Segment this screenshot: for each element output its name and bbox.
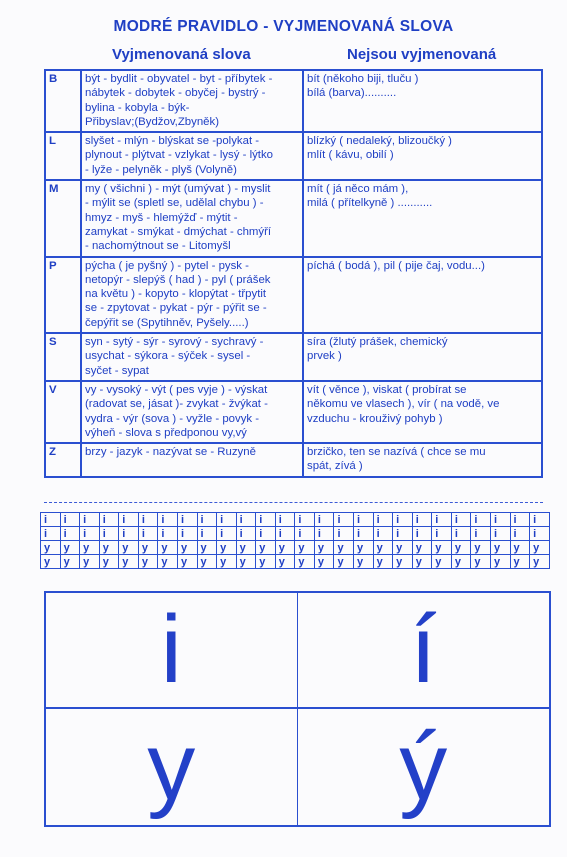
grid-cell: y bbox=[295, 541, 315, 555]
grid-cell: i bbox=[314, 527, 334, 541]
table-row bbox=[45, 257, 542, 333]
text-line: bylina - kobyla - býk- bbox=[85, 101, 190, 114]
grid-cell: y bbox=[295, 555, 315, 569]
grid-cell: y bbox=[510, 555, 530, 569]
text-line: bílá (barva).......... bbox=[307, 87, 397, 100]
grid-cell: y bbox=[451, 541, 471, 555]
vyjmenovana-cell bbox=[81, 257, 303, 333]
grid-cell: i bbox=[138, 527, 158, 541]
header-nejsou: Nejsou vyjmenovaná bbox=[347, 46, 497, 63]
table-row bbox=[45, 70, 542, 132]
grid-cell: y bbox=[41, 541, 61, 555]
grid-cell: y bbox=[471, 541, 491, 555]
vyjmenovana-cell bbox=[81, 443, 303, 477]
grid-cell: y bbox=[60, 541, 80, 555]
grid-cell: i bbox=[99, 513, 119, 527]
grid-row bbox=[41, 513, 550, 527]
letter-cell: i bbox=[46, 593, 298, 709]
vyjmenovana-cell bbox=[81, 381, 303, 443]
page-title: MODRÉ PRAVIDLO - VYJMENOVANÁ SLOVA bbox=[113, 18, 454, 35]
letter-cell: y bbox=[46, 709, 298, 825]
grid-row bbox=[41, 555, 550, 569]
table-row bbox=[45, 333, 542, 381]
grid-cell: y bbox=[432, 555, 452, 569]
grid-cell: i bbox=[256, 513, 276, 527]
text-line: nábytek - dobytek - obyčej - bystrý - bbox=[85, 87, 266, 100]
grid-cell: i bbox=[432, 527, 452, 541]
grid-cell: i bbox=[490, 513, 510, 527]
grid-cell: i bbox=[158, 513, 178, 527]
grid-cell: i bbox=[393, 527, 413, 541]
grid-cell: y bbox=[158, 555, 178, 569]
grid-cell: y bbox=[451, 555, 471, 569]
grid-cell: y bbox=[334, 541, 354, 555]
grid-cell: i bbox=[217, 513, 237, 527]
text-line: - lyže - pelyněk - plyš (Volyně) bbox=[85, 163, 237, 176]
row-letter: V bbox=[45, 381, 81, 443]
nejsou-cell bbox=[303, 257, 542, 333]
grid-cell: i bbox=[119, 513, 139, 527]
grid-cell: y bbox=[275, 541, 295, 555]
text-line: píchá ( bodá ), pil ( pije čaj, vodu...) bbox=[307, 259, 485, 272]
grid-cell: y bbox=[412, 541, 432, 555]
text-line: síra (žlutý prášek, chemický bbox=[307, 336, 448, 349]
grid-cell: y bbox=[236, 541, 256, 555]
grid-cell: i bbox=[295, 513, 315, 527]
grid-cell: y bbox=[41, 555, 61, 569]
text-line: zamykat - smýkat - dmýchat - chmýří bbox=[85, 225, 272, 238]
vyjmenovana-cell bbox=[81, 132, 303, 180]
grid-cell: y bbox=[530, 555, 550, 569]
grid-cell: y bbox=[354, 541, 374, 555]
grid-cell: y bbox=[354, 555, 374, 569]
grid-cell: y bbox=[197, 555, 217, 569]
text-line: vzduchu - krouživý pohyb ) bbox=[307, 412, 443, 425]
table-row bbox=[45, 381, 542, 443]
grid-cell: i bbox=[373, 513, 393, 527]
grid-cell: y bbox=[373, 555, 393, 569]
grid-cell: y bbox=[177, 555, 197, 569]
grid-cell: y bbox=[119, 541, 139, 555]
grid-cell: y bbox=[158, 541, 178, 555]
grid-cell: i bbox=[354, 513, 374, 527]
grid-cell: y bbox=[412, 555, 432, 569]
nejsou-cell bbox=[303, 443, 542, 477]
text-line: čepýřit se (Spytihněv, Pyšely.....) bbox=[85, 316, 249, 329]
grid-cell: i bbox=[334, 513, 354, 527]
grid-cell: i bbox=[334, 527, 354, 541]
text-line: být - bydlit - obyvatel - byt - příbytek - bbox=[85, 73, 273, 85]
grid-cell: i bbox=[432, 513, 452, 527]
text-line: pýcha ( je pyšný ) - pytel - pysk - bbox=[85, 259, 249, 272]
grid-cell: i bbox=[295, 527, 315, 541]
grid-cell: y bbox=[314, 555, 334, 569]
grid-cell: y bbox=[177, 541, 197, 555]
table-row bbox=[45, 180, 542, 256]
nejsou-cell bbox=[303, 381, 542, 443]
text-line: syn - sytý - sýr - syrový - sychravý - bbox=[85, 336, 264, 349]
row-letter: Z bbox=[45, 443, 81, 477]
text-line: usychat - sýkora - sýček - sysel - bbox=[85, 350, 251, 363]
text-line: slyšet - mlýn - blýskat se -polykat - bbox=[85, 135, 260, 148]
text-line: vydra - výr (sova ) - vyžle - povyk - bbox=[85, 412, 260, 425]
text-line: výheň - slova s předponou vy,vý bbox=[85, 426, 247, 439]
grid-cell: i bbox=[510, 527, 530, 541]
row-letter: P bbox=[45, 257, 81, 333]
grid-cell: i bbox=[197, 513, 217, 527]
grid-cell: i bbox=[256, 527, 276, 541]
grid-cell: y bbox=[256, 555, 276, 569]
grid-cell: y bbox=[217, 555, 237, 569]
grid-cell: y bbox=[490, 541, 510, 555]
grid-cell: i bbox=[412, 513, 432, 527]
grid-cell: i bbox=[490, 527, 510, 541]
text-line: vy - vysoký - výt ( pes vyje ) - výskat bbox=[85, 383, 268, 396]
nejsou-cell bbox=[303, 70, 542, 132]
grid-cell: y bbox=[334, 555, 354, 569]
vyjmenovana-cell bbox=[81, 333, 303, 381]
text-line: - nachomýtnout se - Litomyšl bbox=[85, 240, 231, 253]
grid-cell: y bbox=[471, 555, 491, 569]
grid-cell: y bbox=[197, 541, 217, 555]
text-line: se - zpytovat - pykat - pýr - pýřit se - bbox=[85, 302, 267, 315]
grid-cell: y bbox=[80, 541, 100, 555]
grid-cell: y bbox=[256, 541, 276, 555]
grid-cell: i bbox=[412, 527, 432, 541]
grid-cell: i bbox=[393, 513, 413, 527]
grid-cell: y bbox=[432, 541, 452, 555]
vyjmenovana-cell bbox=[81, 70, 303, 132]
grid-cell: i bbox=[510, 513, 530, 527]
row-letter: L bbox=[45, 132, 81, 180]
text-line: hmyz - myš - hlemýžď - mýtit - bbox=[85, 211, 238, 224]
text-line: prvek ) bbox=[307, 350, 342, 363]
letter-cell: ý bbox=[399, 713, 448, 820]
grid-cell: i bbox=[451, 527, 471, 541]
grid-cell: y bbox=[236, 555, 256, 569]
grid-cell: i bbox=[41, 513, 61, 527]
grid-cell: i bbox=[373, 527, 393, 541]
grid-cell: i bbox=[275, 527, 295, 541]
text-line: syčet - sypat bbox=[85, 364, 149, 377]
text-line: mít ( já něco mám ), bbox=[307, 183, 409, 196]
grid-cell: i bbox=[236, 513, 256, 527]
grid-cell: i bbox=[80, 513, 100, 527]
grid-cell: i bbox=[41, 527, 61, 541]
grid-cell: y bbox=[99, 541, 119, 555]
grid-cell: i bbox=[158, 527, 178, 541]
grid-cell: y bbox=[60, 555, 80, 569]
grid-cell: i bbox=[119, 527, 139, 541]
grid-cell: y bbox=[99, 555, 119, 569]
grid-cell: y bbox=[510, 541, 530, 555]
table-row bbox=[45, 443, 542, 477]
grid-cell: i bbox=[236, 527, 256, 541]
grid-cell: y bbox=[138, 541, 158, 555]
grid-cell: y bbox=[530, 541, 550, 555]
grid-cell: i bbox=[451, 513, 471, 527]
grid-cell: i bbox=[354, 527, 374, 541]
grid-cell: y bbox=[119, 555, 139, 569]
grid-cell: i bbox=[275, 513, 295, 527]
letter-box bbox=[44, 591, 551, 827]
grid-cell: y bbox=[393, 555, 413, 569]
text-line: bít (někoho biji, tluču ) bbox=[307, 73, 419, 85]
text-line: plynout - plýtvat - vzlykat - lysý - lýtko bbox=[85, 149, 273, 162]
text-line: - mýlit se (spletl se, udělal chybu ) - bbox=[85, 197, 264, 210]
nejsou-cell bbox=[303, 333, 542, 381]
text-line: milá ( přítelkyně ) ........... bbox=[307, 197, 433, 210]
text-line: vít ( věnce ), viskat ( probírat se bbox=[307, 383, 467, 396]
letter-cell: í bbox=[298, 593, 550, 709]
grid-row bbox=[41, 541, 550, 555]
row-letter: B bbox=[45, 70, 81, 132]
grid-cell: y bbox=[393, 541, 413, 555]
text-line: mlít ( kávu, obilí ) bbox=[307, 149, 394, 162]
grid-cell: y bbox=[80, 555, 100, 569]
row-letter: M bbox=[45, 180, 81, 256]
table-row bbox=[45, 132, 542, 180]
text-line: spát, zívá ) bbox=[307, 460, 363, 473]
grid-cell: y bbox=[138, 555, 158, 569]
grid-row bbox=[41, 527, 550, 541]
rules-table bbox=[44, 69, 543, 478]
header-vyjmenovana: Vyjmenovaná slova bbox=[112, 46, 251, 63]
vyjmenovana-cell bbox=[81, 180, 303, 256]
grid-cell: i bbox=[60, 527, 80, 541]
grid-cell: i bbox=[530, 527, 550, 541]
text-line: netopýr - slepýš ( had ) - pyl ( prášek bbox=[85, 273, 271, 286]
row-letter: S bbox=[45, 333, 81, 381]
nejsou-cell bbox=[303, 180, 542, 256]
text-line: brzy - jazyk - nazývat se - Ruzyně bbox=[85, 446, 256, 459]
grid-cell: y bbox=[490, 555, 510, 569]
grid-cell: i bbox=[530, 513, 550, 527]
text-line: brzičko, ten se nazívá ( chce se mu bbox=[307, 446, 486, 459]
grid-cell: i bbox=[60, 513, 80, 527]
text-line: někomu ve vlasech ), vír ( na vodě, ve bbox=[307, 398, 500, 411]
grid-cell: i bbox=[471, 513, 491, 527]
nejsou-cell bbox=[303, 132, 542, 180]
grid-cell: y bbox=[373, 541, 393, 555]
grid-cell: y bbox=[217, 541, 237, 555]
grid-cell: i bbox=[99, 527, 119, 541]
grid-cell: i bbox=[314, 513, 334, 527]
dashed-divider bbox=[44, 502, 543, 503]
grid-cell: i bbox=[177, 513, 197, 527]
text-line: blízký ( nedaleký, blizoučký ) bbox=[307, 135, 452, 148]
grid-cell: y bbox=[275, 555, 295, 569]
grid-cell: i bbox=[138, 513, 158, 527]
text-line: (radovat se, jásat )- zvykat - žvýkat - bbox=[85, 398, 268, 411]
grid-cell: i bbox=[80, 527, 100, 541]
grid-cell: i bbox=[471, 527, 491, 541]
grid-cell: i bbox=[217, 527, 237, 541]
grid-cell: y bbox=[314, 541, 334, 555]
practice-grid bbox=[40, 512, 550, 569]
text-line: my ( všichni ) - mýt (umývat ) - myslit bbox=[85, 183, 271, 196]
text-line: na květu ) - kopyto - klopýtat - třpytit bbox=[85, 288, 267, 301]
grid-cell: i bbox=[197, 527, 217, 541]
text-line: Přibyslav;(Bydžov,Zbyněk) bbox=[85, 115, 219, 128]
grid-cell: i bbox=[177, 527, 197, 541]
